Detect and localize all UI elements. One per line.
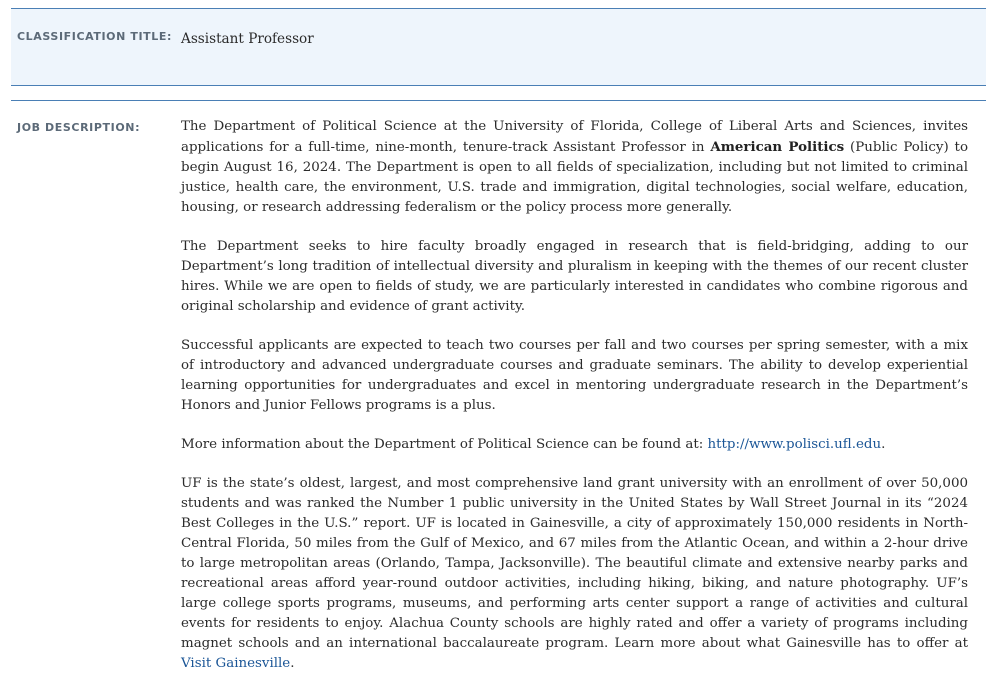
job-description-paragraph-4 <box>181 435 968 455</box>
classification-title-label: CLASSIFICATION TITLE: <box>17 30 172 43</box>
paragraph-4-text-end: . <box>881 437 886 452</box>
job-description-row <box>11 100 986 693</box>
job-description-paragraph-5 <box>181 474 968 674</box>
paragraph-1-bold-field: American Politics <box>710 139 845 155</box>
paragraph-1-text-end: (Public Policy) to begin August 16, 2024. The Department is open to all fields of specialization, including but not limited to criminal justice, health care, the environment, U.S. trade and immigration, digital technologies, social welfare, education, housing, or research addressing federalism or the policy process more generally. <box>181 140 968 215</box>
job-description-paragraph-2: The Department seeks to hire faculty broadly engaged in research that is field-bridging, adding to our Department’s long tradition of intellectual diversity and pluralism in keeping with the themes of our recent cluster hires. While we are open to fields of study, we are particularly interested in candidates who combine rigorous and original scholarship and evidence of grant activity. <box>181 239 968 314</box>
paragraph-5-text-start: UF is the state’s oldest, largest, and most comprehensive land grant university with an enrollment of over 50,000 students and was ranked the Number 1 public university in the United States by Wall Street Journal in its “2024 Best Colleges in the U.S.” report. UF is located in Gainesville, a city of approximately 150,000 residents in North-Central Florida, 50 miles from the Gulf of Mexico, and 67 miles from the Atlantic Ocean, and within a 2-hour drive to large metropolitan areas (Orlando, Tampa, Jacksonville). The beautiful climate and extensive nearby parks and recreational areas afford year-round outdoor activities, including hiking, biking, and nature photography. UF’s large college sports programs, museums, and performing arts center support a range of activities and cultural events for residents to enjoy. Alachua County schools are highly rated and offer a variety of programs including magnet schools and an international baccalaureate program. Learn more about what Gainesville has to offer at <box>181 476 968 651</box>
job-description-body <box>181 101 986 693</box>
visit-gainesville-link[interactable]: Visit Gainesville <box>181 656 291 671</box>
job-description-paragraph-3: Successful applicants are expected to teach two courses per fall and two courses per spring semester, with a mix of introductory and advanced undergraduate courses and graduate seminars. The ability to develop experiential learning opportunities for undergraduates and excel in mentoring undergraduate research in the Department’s Honors and Junior Fellows programs is a plus. <box>181 338 968 413</box>
classification-row <box>11 8 986 86</box>
paragraph-1-text-start: The Department of Political Science at the University of Florida, College of Liberal Arts and Sciences, invites applications for a full-time, nine-month, tenure-track Assistant Professor in <box>181 119 968 155</box>
job-description-paragraph-1 <box>181 117 968 218</box>
paragraph-5-text-end: . <box>290 656 295 671</box>
classification-title-value: Assistant Professor <box>181 31 314 47</box>
paragraph-4-text-start: More information about the Department of Political Science can be found at: <box>181 437 708 452</box>
job-description-label: JOB DESCRIPTION: <box>17 121 141 134</box>
polisci-website-link[interactable]: http://www.polisci.ufl.edu <box>707 437 882 452</box>
job-posting-table <box>11 8 986 693</box>
